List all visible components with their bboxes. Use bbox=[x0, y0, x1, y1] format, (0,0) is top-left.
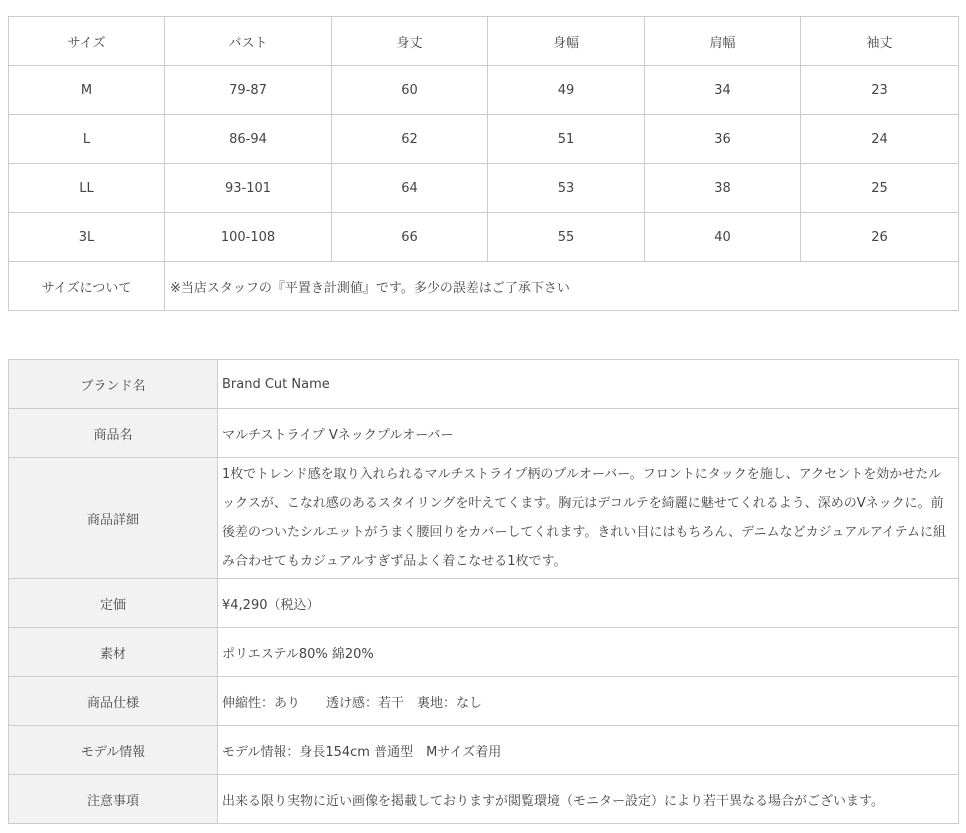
length-cell: 60 bbox=[332, 66, 488, 115]
size-cell: M bbox=[9, 66, 165, 115]
model-label: モデル情報 bbox=[9, 726, 218, 775]
header-bust: バスト bbox=[165, 17, 332, 66]
size-cell: 3L bbox=[9, 213, 165, 262]
specs-value: 伸縮性：あり 透け感：若干 裏地：なし bbox=[218, 677, 959, 726]
product-detail-table bbox=[8, 359, 959, 824]
notice-label: 注意事項 bbox=[9, 775, 218, 824]
detail-row-material bbox=[9, 628, 959, 677]
description-value: 1枚でトレンド感を取り入れられるマルチストライプ柄のプルオーバー。フロントにタックを施し、アクセントを効かせたルックスが、こなれ感のあるスタイリングを叶えてくます。胸元はデコルテを綺麗に魅せてくれるよう、深めのVネックに。前後差のついたシルエットがうまく腰回りをカバーしてくれます。きれい目にはもちろん、デニムなどカジュアルアイテムに組み合わせてもカジュアルすぎず品よく着こなせる1枚です。 bbox=[218, 458, 959, 579]
sleeve-cell: 25 bbox=[801, 164, 959, 213]
detail-row-brand bbox=[9, 360, 959, 409]
material-label: 素材 bbox=[9, 628, 218, 677]
model-value: モデル情報：身長154cm 普通型 Mサイズ着用 bbox=[218, 726, 959, 775]
size-cell: L bbox=[9, 115, 165, 164]
price-label: 定価 bbox=[9, 579, 218, 628]
header-size: サイズ bbox=[9, 17, 165, 66]
brand-label: ブランド名 bbox=[9, 360, 218, 409]
sleeve-cell: 26 bbox=[801, 213, 959, 262]
detail-row-product-name bbox=[9, 409, 959, 458]
bust-cell: 79-87 bbox=[165, 66, 332, 115]
shoulder-cell: 40 bbox=[645, 213, 801, 262]
product-name-value: マルチストライプ Vネックプルオーバー bbox=[218, 409, 959, 458]
description-label: 商品詳細 bbox=[9, 458, 218, 579]
length-cell: 64 bbox=[332, 164, 488, 213]
detail-row-price bbox=[9, 579, 959, 628]
width-cell: 51 bbox=[488, 115, 645, 164]
width-cell: 49 bbox=[488, 66, 645, 115]
header-width: 身幅 bbox=[488, 17, 645, 66]
price-value: ¥4,290（税込） bbox=[218, 579, 959, 628]
shoulder-cell: 36 bbox=[645, 115, 801, 164]
size-row bbox=[9, 115, 959, 164]
sleeve-cell: 23 bbox=[801, 66, 959, 115]
product-name-label: 商品名 bbox=[9, 409, 218, 458]
size-header-row bbox=[9, 17, 959, 66]
size-cell: LL bbox=[9, 164, 165, 213]
width-cell: 53 bbox=[488, 164, 645, 213]
size-note-row bbox=[9, 262, 959, 311]
bust-cell: 100-108 bbox=[165, 213, 332, 262]
notice-value: 出来る限り実物に近い画像を掲載しておりますが閲覧環境（モニター設定）により若干異なる場合がございます。 bbox=[218, 775, 959, 824]
detail-row-description bbox=[9, 458, 959, 579]
size-note-text: ※当店スタッフの『平置き計測値』です。多少の誤差はご了承下さい bbox=[165, 262, 959, 311]
size-row bbox=[9, 66, 959, 115]
bust-cell: 93-101 bbox=[165, 164, 332, 213]
shoulder-cell: 34 bbox=[645, 66, 801, 115]
length-cell: 66 bbox=[332, 213, 488, 262]
detail-row-notice bbox=[9, 775, 959, 824]
detail-row-specs bbox=[9, 677, 959, 726]
width-cell: 55 bbox=[488, 213, 645, 262]
header-length: 身丈 bbox=[332, 17, 488, 66]
bust-cell: 86-94 bbox=[165, 115, 332, 164]
size-row bbox=[9, 164, 959, 213]
header-sleeve: 袖丈 bbox=[801, 17, 959, 66]
size-row bbox=[9, 213, 959, 262]
brand-value: Brand Cut Name bbox=[218, 360, 959, 409]
detail-row-model bbox=[9, 726, 959, 775]
material-value: ポリエステル80% 綿20% bbox=[218, 628, 959, 677]
shoulder-cell: 38 bbox=[645, 164, 801, 213]
size-note-label: サイズについて bbox=[9, 262, 165, 311]
length-cell: 62 bbox=[332, 115, 488, 164]
specs-label: 商品仕様 bbox=[9, 677, 218, 726]
sleeve-cell: 24 bbox=[801, 115, 959, 164]
header-shoulder: 肩幅 bbox=[645, 17, 801, 66]
size-table bbox=[8, 16, 959, 311]
